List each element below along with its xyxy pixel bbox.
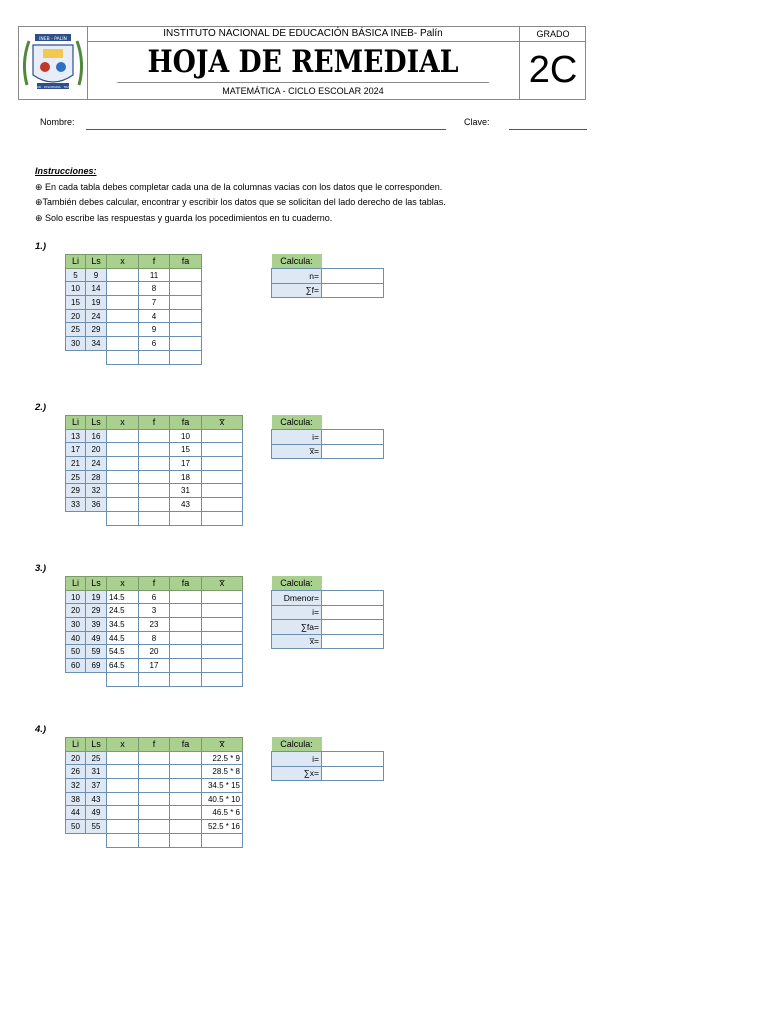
table-row	[66, 282, 202, 296]
document-header	[18, 26, 586, 100]
table-cell: 17	[66, 443, 86, 457]
answer-cell[interactable]	[139, 484, 170, 498]
total-cell[interactable]	[139, 672, 170, 686]
school-logo	[19, 27, 88, 99]
table-row	[66, 779, 243, 793]
calc-row	[272, 634, 384, 649]
table-cell: 13	[66, 429, 86, 443]
page-title: HOJA DE REMEDIAL	[117, 42, 489, 83]
total-cell[interactable]	[170, 511, 202, 525]
calc-row	[272, 269, 384, 284]
answer-cell[interactable]	[139, 443, 170, 457]
table-cell: 17	[139, 659, 170, 673]
table-cell: 50	[66, 820, 86, 834]
key-field[interactable]	[509, 129, 587, 130]
table-row	[66, 590, 243, 604]
total-cell[interactable]	[139, 350, 170, 364]
calc-answer-cell[interactable]	[322, 430, 384, 445]
table-row	[66, 604, 243, 618]
table-cell: 44	[66, 806, 86, 820]
answer-cell[interactable]	[107, 296, 139, 310]
calc-title-spacer	[322, 415, 384, 430]
subtitle: MATEMÁTICA - CICLO ESCOLAR 2024	[222, 86, 384, 96]
answer-cell[interactable]	[170, 268, 202, 282]
table-cell: 49	[86, 631, 107, 645]
table-cell: 33	[66, 498, 86, 512]
table-cell: 34.5	[107, 618, 139, 632]
table-cell: 23	[139, 618, 170, 632]
table-cell: 30	[66, 337, 86, 351]
blank-cell	[66, 672, 86, 686]
table-cell: 19	[86, 296, 107, 310]
table-cell: 20	[66, 604, 86, 618]
total-cell[interactable]	[202, 833, 243, 847]
answer-cell[interactable]	[170, 337, 202, 351]
table-cell: 34.5 * 15	[202, 779, 243, 793]
answer-cell[interactable]	[139, 779, 170, 793]
blank-cell	[86, 350, 107, 364]
calc-row	[272, 430, 384, 445]
table-row	[66, 268, 202, 282]
table-cell: 25	[86, 751, 107, 765]
column-header: x	[107, 577, 139, 591]
table-cell: 19	[86, 590, 107, 604]
table-cell: 20	[66, 309, 86, 323]
answer-cell[interactable]	[107, 457, 139, 471]
table-cell: 24.5	[107, 604, 139, 618]
calc-title: Calcula:	[272, 576, 322, 591]
calc-row	[272, 283, 384, 298]
total-cell[interactable]	[107, 511, 139, 525]
column-header: x̅	[202, 577, 243, 591]
table-row	[66, 792, 243, 806]
answer-cell[interactable]	[139, 765, 170, 779]
calc-title: Calcula:	[272, 415, 322, 430]
total-row	[66, 833, 243, 847]
answer-cell[interactable]	[202, 618, 243, 632]
calc-title: Calcula:	[272, 254, 322, 269]
frequency-table	[65, 415, 243, 526]
column-header: Ls	[86, 416, 107, 430]
table-cell: 31	[86, 765, 107, 779]
calc-label: ∑fa=	[272, 620, 322, 635]
table-cell: 9	[139, 323, 170, 337]
answer-cell[interactable]	[170, 806, 202, 820]
answer-cell[interactable]	[139, 792, 170, 806]
answer-cell[interactable]	[170, 590, 202, 604]
calc-title-spacer	[322, 576, 384, 591]
table-cell: 10	[66, 282, 86, 296]
table-cell: 26	[66, 765, 86, 779]
column-header: Li	[66, 255, 86, 269]
calc-row	[272, 766, 384, 781]
table-cell: 38	[66, 792, 86, 806]
table-cell: 24	[86, 457, 107, 471]
column-header: fa	[170, 738, 202, 752]
table-cell: 43	[86, 792, 107, 806]
calc-answer-cell[interactable]	[322, 620, 384, 635]
column-header: x	[107, 255, 139, 269]
answer-cell[interactable]	[170, 309, 202, 323]
table-cell: 24	[86, 309, 107, 323]
answer-cell[interactable]	[107, 282, 139, 296]
grade-label: GRADO	[520, 27, 586, 42]
table-cell: 29	[86, 604, 107, 618]
calc-row	[272, 444, 384, 459]
table-cell: 39	[86, 618, 107, 632]
table-cell: 17	[170, 457, 202, 471]
answer-cell[interactable]	[170, 751, 202, 765]
total-cell[interactable]	[139, 511, 170, 525]
total-row	[66, 672, 243, 686]
answer-cell[interactable]	[139, 429, 170, 443]
table-cell: 28	[86, 470, 107, 484]
school-crest-icon	[19, 27, 87, 99]
name-label: Nombre:	[40, 117, 75, 127]
answer-cell[interactable]	[202, 645, 243, 659]
calc-answer-cell[interactable]	[322, 269, 384, 284]
table-row	[66, 659, 243, 673]
answer-cell[interactable]	[170, 792, 202, 806]
exercise-number: 4.)	[35, 724, 47, 735]
table-cell: 43	[170, 498, 202, 512]
exercise-number: 1.)	[35, 241, 47, 252]
answer-cell[interactable]	[170, 282, 202, 296]
table-row	[66, 323, 202, 337]
table-row	[66, 645, 243, 659]
total-cell[interactable]	[107, 350, 139, 364]
answer-cell[interactable]	[139, 498, 170, 512]
calc-answer-cell[interactable]	[322, 283, 384, 298]
table-cell: 60	[66, 659, 86, 673]
blank-cell	[86, 672, 107, 686]
table-row	[66, 443, 243, 457]
table-cell: 44.5	[107, 631, 139, 645]
column-header: Ls	[86, 255, 107, 269]
calc-label: i=	[272, 430, 322, 445]
answer-cell[interactable]	[202, 659, 243, 673]
total-cell[interactable]	[107, 672, 139, 686]
table-cell: 69	[86, 659, 107, 673]
exercise-number: 2.)	[35, 402, 47, 413]
table-cell: 21	[66, 457, 86, 471]
answer-cell[interactable]	[202, 484, 243, 498]
answer-cell[interactable]	[107, 779, 139, 793]
exercise-number: 3.)	[35, 563, 47, 574]
table-cell: 25	[66, 323, 86, 337]
frequency-table	[65, 254, 202, 365]
table-cell: 46.5 * 6	[202, 806, 243, 820]
instruction-item: ⊕ En cada tabla debes completar cada una de la columnas vacias con los datos que le corresponden.	[35, 181, 443, 192]
table-cell: 10	[66, 590, 86, 604]
table-cell: 11	[139, 268, 170, 282]
calc-label: Dmenor=	[272, 591, 322, 606]
calc-answer-cell[interactable]	[322, 605, 384, 620]
column-header: Li	[66, 416, 86, 430]
table-row	[66, 820, 243, 834]
frequency-table	[65, 576, 243, 687]
calc-answer-cell[interactable]	[322, 444, 384, 459]
answer-cell[interactable]	[139, 806, 170, 820]
table-cell: 7	[139, 296, 170, 310]
calc-title: Calcula:	[272, 737, 322, 752]
calc-label: i=	[272, 752, 322, 767]
answer-cell[interactable]	[139, 751, 170, 765]
column-header: f	[139, 255, 170, 269]
column-header: Li	[66, 577, 86, 591]
answer-cell[interactable]	[202, 470, 243, 484]
table-cell: 3	[139, 604, 170, 618]
instructions	[35, 164, 446, 226]
answer-cell[interactable]	[107, 443, 139, 457]
answer-cell[interactable]	[107, 268, 139, 282]
column-header: Ls	[86, 738, 107, 752]
calc-row	[272, 620, 384, 635]
calc-label: ∑f=	[272, 283, 322, 298]
answer-cell[interactable]	[107, 309, 139, 323]
table-cell: 9	[86, 268, 107, 282]
column-header: Ls	[86, 577, 107, 591]
table-cell: 52.5 * 16	[202, 820, 243, 834]
table-cell: 50	[66, 645, 86, 659]
table-cell: 14	[86, 282, 107, 296]
answer-cell[interactable]	[170, 618, 202, 632]
answer-cell[interactable]	[170, 323, 202, 337]
table-cell: 49	[86, 806, 107, 820]
total-cell[interactable]	[170, 672, 202, 686]
table-row	[66, 484, 243, 498]
blank-cell	[66, 350, 86, 364]
column-header: Li	[66, 738, 86, 752]
total-cell[interactable]	[202, 672, 243, 686]
calculation-table	[271, 576, 384, 649]
calc-row	[272, 752, 384, 767]
total-row	[66, 511, 243, 525]
answer-cell[interactable]	[202, 631, 243, 645]
answer-cell[interactable]	[170, 659, 202, 673]
total-cell[interactable]	[170, 350, 202, 364]
table-cell: 25	[66, 470, 86, 484]
column-header: x	[107, 416, 139, 430]
column-header: fa	[170, 416, 202, 430]
calc-label: x̅=	[272, 634, 322, 649]
table-row	[66, 618, 243, 632]
grade-value: 2C	[528, 49, 578, 91]
table-cell: 36	[86, 498, 107, 512]
answer-cell[interactable]	[107, 337, 139, 351]
table-row	[66, 806, 243, 820]
answer-cell[interactable]	[139, 470, 170, 484]
table-row	[66, 296, 202, 310]
column-header: x	[107, 738, 139, 752]
blank-cell	[86, 833, 107, 847]
answer-cell[interactable]	[107, 470, 139, 484]
answer-cell[interactable]	[170, 820, 202, 834]
table-row	[66, 429, 243, 443]
column-header: fa	[170, 577, 202, 591]
answer-cell[interactable]	[170, 765, 202, 779]
answer-cell[interactable]	[202, 429, 243, 443]
table-cell: 8	[139, 631, 170, 645]
answer-cell[interactable]	[107, 751, 139, 765]
table-cell: 55	[86, 820, 107, 834]
answer-cell[interactable]	[202, 604, 243, 618]
column-header: f	[139, 577, 170, 591]
answer-cell[interactable]	[107, 429, 139, 443]
table-cell: 59	[86, 645, 107, 659]
table-cell: 40	[66, 631, 86, 645]
table-cell: 20	[86, 443, 107, 457]
column-header: f	[139, 738, 170, 752]
answer-cell[interactable]	[170, 296, 202, 310]
frequency-table	[65, 737, 243, 848]
answer-cell[interactable]	[202, 443, 243, 457]
answer-cell[interactable]	[107, 792, 139, 806]
answer-cell[interactable]	[107, 806, 139, 820]
answer-cell[interactable]	[139, 457, 170, 471]
table-cell: 6	[139, 590, 170, 604]
table-row	[66, 498, 243, 512]
table-row	[66, 751, 243, 765]
table-cell: 8	[139, 282, 170, 296]
instruction-item: ⊕ Solo escribe las respuestas y guarda los pocedimientos en tu cuaderno.	[35, 212, 333, 223]
column-header: f	[139, 416, 170, 430]
answer-cell[interactable]	[139, 820, 170, 834]
table-cell: 18	[170, 470, 202, 484]
name-field[interactable]	[86, 129, 446, 130]
total-cell[interactable]	[170, 833, 202, 847]
answer-cell[interactable]	[170, 645, 202, 659]
total-cell[interactable]	[139, 833, 170, 847]
table-cell: 29	[66, 484, 86, 498]
svg-text:UNIDAD · DISCIPLINA · TRABAJO: UNIDAD · DISCIPLINA · TRABAJO	[29, 85, 77, 89]
table-cell: 22.5 * 9	[202, 751, 243, 765]
table-cell: 5	[66, 268, 86, 282]
answer-cell[interactable]	[170, 631, 202, 645]
answer-cell[interactable]	[107, 484, 139, 498]
svg-text:INEB - PALÍN: INEB - PALÍN	[39, 37, 67, 42]
key-label: Clave:	[464, 117, 490, 127]
answer-cell[interactable]	[202, 498, 243, 512]
table-cell: 32	[86, 484, 107, 498]
calculation-table	[271, 737, 384, 781]
table-cell: 40.5 * 10	[202, 792, 243, 806]
table-cell: 34	[86, 337, 107, 351]
blank-cell	[66, 511, 86, 525]
table-row	[66, 309, 202, 323]
table-cell: 54.5	[107, 645, 139, 659]
calc-answer-cell[interactable]	[322, 752, 384, 767]
blank-cell	[86, 511, 107, 525]
table-cell: 15	[66, 296, 86, 310]
calc-title-spacer	[322, 737, 384, 752]
calc-title-spacer	[322, 254, 384, 269]
column-header: x̅	[202, 738, 243, 752]
table-row	[66, 457, 243, 471]
calc-row	[272, 591, 384, 606]
table-cell: 20	[66, 751, 86, 765]
calculation-table	[271, 415, 384, 459]
table-cell: 10	[170, 429, 202, 443]
blank-cell	[66, 833, 86, 847]
calc-label: ∑x=	[272, 766, 322, 781]
calc-answer-cell[interactable]	[322, 591, 384, 606]
table-cell: 15	[170, 443, 202, 457]
calc-row	[272, 605, 384, 620]
table-cell: 32	[66, 779, 86, 793]
total-row	[66, 350, 202, 364]
institute-name: INSTITUTO NACIONAL DE EDUCACIÓN BÁSICA INEB- Palín	[87, 27, 519, 42]
answer-cell[interactable]	[202, 457, 243, 471]
table-cell: 16	[86, 429, 107, 443]
calc-label: n=	[272, 269, 322, 284]
table-row	[66, 470, 243, 484]
calculation-table	[271, 254, 384, 298]
table-cell: 20	[139, 645, 170, 659]
answer-cell[interactable]	[107, 498, 139, 512]
answer-cell[interactable]	[202, 590, 243, 604]
table-cell: 29	[86, 323, 107, 337]
instructions-heading: Instrucciones:	[35, 166, 97, 176]
calc-label: i=	[272, 605, 322, 620]
answer-cell[interactable]	[107, 323, 139, 337]
table-row	[66, 765, 243, 779]
table-cell: 37	[86, 779, 107, 793]
calc-answer-cell[interactable]	[322, 634, 384, 649]
answer-cell[interactable]	[170, 604, 202, 618]
table-cell: 31	[170, 484, 202, 498]
instruction-item: ⊕También debes calcular, encontrar y escribir los datos que se solicitan del lado derecho de las tablas.	[35, 197, 446, 207]
table-row	[66, 337, 202, 351]
answer-cell[interactable]	[107, 820, 139, 834]
table-cell: 4	[139, 309, 170, 323]
answer-cell[interactable]	[107, 765, 139, 779]
total-cell[interactable]	[202, 511, 243, 525]
calc-label: x̅=	[272, 444, 322, 459]
table-row	[66, 631, 243, 645]
table-cell: 14.5	[107, 590, 139, 604]
table-cell: 64.5	[107, 659, 139, 673]
total-cell[interactable]	[107, 833, 139, 847]
calc-answer-cell[interactable]	[322, 766, 384, 781]
answer-cell[interactable]	[170, 779, 202, 793]
column-header: x̅	[202, 416, 243, 430]
table-cell: 6	[139, 337, 170, 351]
table-cell: 28.5 * 8	[202, 765, 243, 779]
column-header: fa	[170, 255, 202, 269]
table-cell: 30	[66, 618, 86, 632]
